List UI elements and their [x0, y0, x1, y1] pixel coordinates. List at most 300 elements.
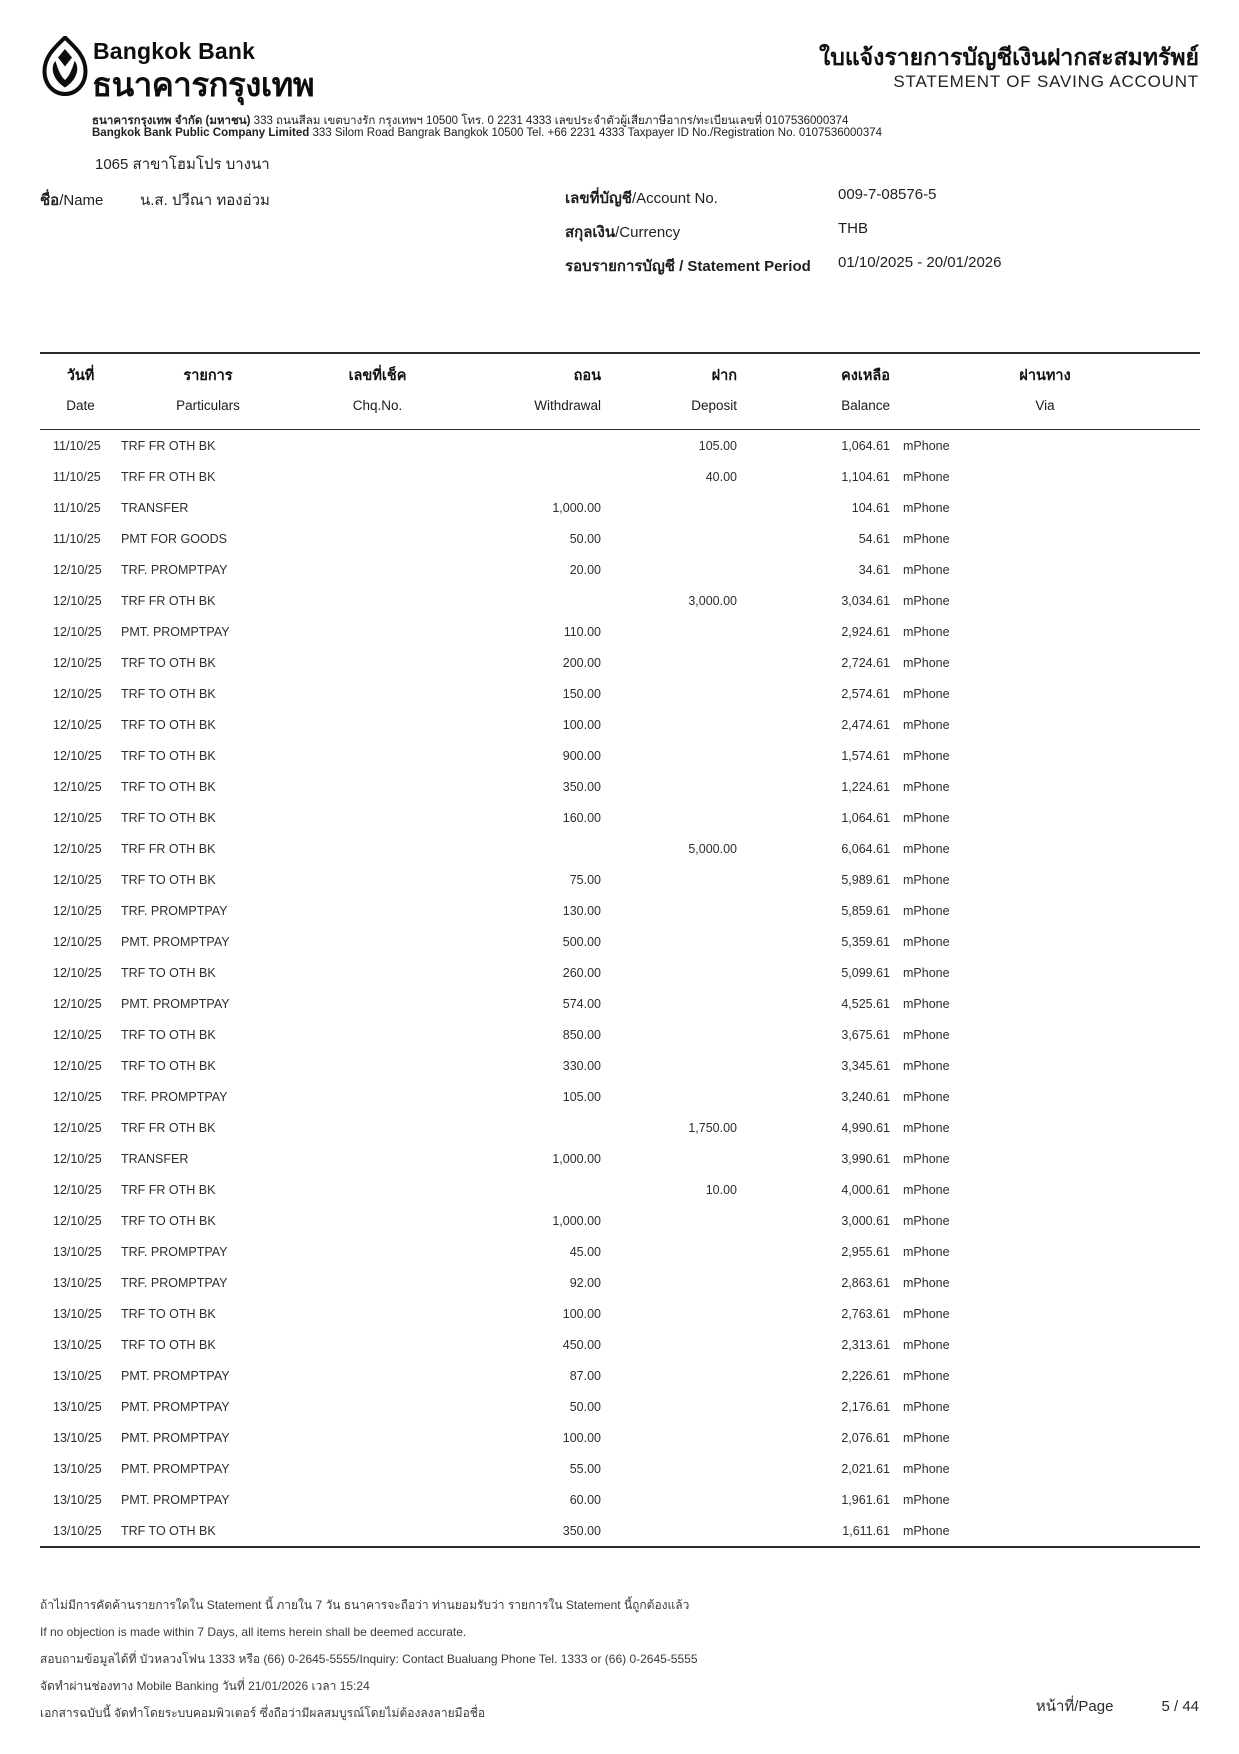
transaction-row	[40, 554, 1200, 585]
cell-withdrawal: 60.00	[569, 1492, 601, 1507]
cell-deposit	[601, 926, 737, 957]
cell-chq-no	[295, 709, 460, 740]
cell-date: 13/10/25	[53, 1244, 102, 1259]
transaction-row	[40, 1422, 1200, 1453]
cell-balance: 1,104.61	[841, 469, 890, 484]
bank-address-th-rest: 333 ถนนสีลม เขตบางรัก กรุงเทพฯ 10500 โทร. 0 2231 4333 เลขประจำตัวผู้เสียภาษีอากร/ทะเบียนเลขที่ 0107536000374	[250, 115, 849, 127]
page-number	[1036, 1694, 1199, 1718]
cell-via: mPhone	[903, 748, 950, 763]
cell-chq-no	[295, 492, 460, 523]
cell-balance: 1,961.61	[841, 1492, 890, 1507]
cell-deposit: 40.00	[705, 469, 737, 484]
cell-deposit: 105.00	[698, 438, 737, 453]
cell-via: mPhone	[903, 810, 950, 825]
cell-balance: 4,525.61	[841, 996, 890, 1011]
cell-particulars: TRF TO OTH BK	[121, 1337, 216, 1352]
cell-particulars: TRF TO OTH BK	[121, 1213, 216, 1228]
cell-balance: 4,000.61	[841, 1182, 890, 1197]
cell-via: mPhone	[903, 500, 950, 515]
cell-chq-no	[295, 461, 460, 492]
transaction-row	[40, 833, 1200, 864]
name-label: ชื่อ/Name	[40, 192, 104, 209]
cell-via: mPhone	[903, 624, 950, 639]
cell-deposit	[601, 740, 737, 771]
bank-address-en-rest: 333 Silom Road Bangrak Bangkok 10500 Tel. +66 2231 4333 Taxpayer ID No./Registration No. 0107536000374	[309, 127, 883, 139]
currency-label: สกุลเงิน/Currency	[565, 224, 681, 241]
cell-particulars: PMT. PROMPTPAY	[121, 934, 230, 949]
cell-chq-no	[295, 1360, 460, 1391]
transaction-row	[40, 1267, 1200, 1298]
currency-value: THB	[838, 220, 868, 237]
cell-withdrawal: 1,000.00	[552, 1213, 601, 1228]
transaction-row	[40, 647, 1200, 678]
transaction-row	[40, 430, 1200, 462]
cell-particulars: TRF FR OTH BK	[121, 593, 216, 608]
header-chqno-en: Chq.No.	[352, 398, 403, 413]
footer-note-computer-generated: เอกสารฉบับนี้ จัดทำโดยระบบคอมพิวเตอร์ ซึ่งถือว่ามีผลสมบูรณ์โดยไม่ต้องลงลายมือชื่อ	[40, 1706, 486, 1720]
transaction-row	[40, 1081, 1200, 1112]
cell-particulars: PMT. PROMPTPAY	[121, 996, 230, 1011]
cell-chq-no	[295, 585, 460, 616]
header-withdrawal-en: Withdrawal	[534, 398, 601, 413]
cell-date: 12/10/25	[53, 717, 102, 732]
cell-balance: 4,990.61	[841, 1120, 890, 1135]
cell-via: mPhone	[903, 872, 950, 887]
cell-date: 11/10/25	[53, 469, 101, 484]
cell-balance: 1,611.61	[842, 1523, 890, 1538]
cell-balance: 2,021.61	[841, 1461, 890, 1476]
cell-withdrawal: 100.00	[562, 717, 601, 732]
cell-date: 13/10/25	[53, 1368, 102, 1383]
cell-via: mPhone	[903, 841, 950, 856]
cell-date: 12/10/25	[53, 562, 102, 577]
cell-date: 12/10/25	[53, 779, 102, 794]
bank-name-en: Bangkok Bank	[93, 38, 256, 64]
cell-withdrawal: 100.00	[562, 1430, 601, 1445]
cell-withdrawal: 92.00	[569, 1275, 601, 1290]
cell-balance: 2,474.61	[841, 717, 890, 732]
cell-date: 12/10/25	[53, 841, 102, 856]
header-balance-en: Balance	[841, 398, 890, 413]
header-particulars-th: รายการ	[183, 368, 233, 384]
statement-period-label: รอบรายการบัญชี / Statement Period	[565, 258, 811, 275]
transaction-row	[40, 1236, 1200, 1267]
header-withdrawal-th: ถอน	[573, 368, 601, 384]
cell-chq-no	[295, 1236, 460, 1267]
page-number-value: 5 / 44	[1161, 1698, 1199, 1715]
cell-particulars: TRF. PROMPTPAY	[121, 1244, 228, 1259]
cell-deposit	[601, 492, 737, 523]
cell-particulars: TRF FR OTH BK	[121, 469, 216, 484]
cell-withdrawal: 1,000.00	[552, 500, 601, 515]
cell-date: 13/10/25	[53, 1399, 102, 1414]
cell-chq-no	[295, 864, 460, 895]
transaction-row	[40, 988, 1200, 1019]
cell-balance: 3,240.61	[841, 1089, 890, 1104]
cell-chq-no	[295, 895, 460, 926]
header-particulars-en: Particulars	[176, 398, 240, 413]
cell-withdrawal: 900.00	[562, 748, 601, 763]
cell-deposit	[601, 864, 737, 895]
cell-chq-no	[295, 802, 460, 833]
cell-chq-no	[295, 616, 460, 647]
cell-date: 13/10/25	[53, 1337, 102, 1352]
cell-deposit	[601, 523, 737, 554]
transaction-row	[40, 1112, 1200, 1143]
cell-via: mPhone	[903, 1368, 950, 1383]
cell-chq-no	[295, 678, 460, 709]
cell-withdrawal: 87.00	[569, 1368, 601, 1383]
cell-date: 12/10/25	[53, 1027, 102, 1042]
cell-withdrawal	[460, 1112, 601, 1143]
cell-via: mPhone	[903, 1058, 950, 1073]
cell-withdrawal: 330.00	[562, 1058, 601, 1073]
cell-via: mPhone	[903, 1430, 950, 1445]
cell-deposit	[601, 1019, 737, 1050]
cell-particulars: TRF TO OTH BK	[121, 872, 216, 887]
cell-chq-no	[295, 1019, 460, 1050]
cell-via: mPhone	[903, 1275, 950, 1290]
cell-deposit	[601, 988, 737, 1019]
cell-particulars: TRF TO OTH BK	[121, 1523, 216, 1538]
cell-via: mPhone	[903, 686, 950, 701]
cell-chq-no	[295, 1515, 460, 1547]
bank-legal-name-th: ธนาคารกรุงเทพ จำกัด (มหาชน)	[92, 115, 251, 127]
transaction-row	[40, 616, 1200, 647]
cell-date: 13/10/25	[53, 1461, 102, 1476]
cell-chq-no	[295, 1267, 460, 1298]
cell-balance: 2,955.61	[841, 1244, 890, 1259]
cell-particulars: TRF TO OTH BK	[121, 1027, 216, 1042]
cell-deposit	[601, 895, 737, 926]
cell-via: mPhone	[903, 1089, 950, 1104]
cell-withdrawal: 130.00	[562, 903, 601, 918]
cell-particulars: TRF TO OTH BK	[121, 717, 216, 732]
cell-date: 13/10/25	[53, 1430, 102, 1445]
cell-via: mPhone	[903, 996, 950, 1011]
cell-balance: 5,359.61	[841, 934, 890, 949]
cell-withdrawal: 100.00	[562, 1306, 601, 1321]
header-date-th: วันที่	[66, 368, 95, 384]
cell-via: mPhone	[903, 1151, 950, 1166]
cell-withdrawal: 50.00	[569, 531, 601, 546]
cell-balance: 2,176.61	[841, 1399, 890, 1414]
transactions-body	[40, 430, 1200, 1548]
cell-withdrawal: 20.00	[569, 562, 601, 577]
cell-deposit	[601, 802, 737, 833]
cell-withdrawal: 350.00	[562, 1523, 601, 1538]
cell-date: 12/10/25	[53, 1151, 102, 1166]
transaction-row	[40, 1019, 1200, 1050]
cell-withdrawal: 500.00	[562, 934, 601, 949]
cell-via: mPhone	[903, 593, 950, 608]
transaction-row	[40, 709, 1200, 740]
account-no-value: 009-7-08576-5	[838, 186, 937, 203]
cell-particulars: TRANSFER	[121, 1151, 189, 1166]
transaction-row	[40, 1391, 1200, 1422]
cell-balance: 5,989.61	[841, 872, 890, 887]
cell-particulars: TRF FR OTH BK	[121, 1182, 216, 1197]
transaction-row	[40, 1360, 1200, 1391]
cell-balance: 2,226.61	[841, 1368, 890, 1383]
cell-withdrawal: 55.00	[569, 1461, 601, 1476]
cell-balance: 2,863.61	[841, 1275, 890, 1290]
cell-date: 12/10/25	[53, 1182, 102, 1197]
cell-deposit	[601, 616, 737, 647]
statement-period-value: 01/10/2025 - 20/01/2026	[838, 254, 1002, 271]
cell-withdrawal	[460, 585, 601, 616]
transaction-row	[40, 802, 1200, 833]
cell-via: mPhone	[903, 1399, 950, 1414]
transaction-row	[40, 771, 1200, 802]
transaction-row	[40, 1174, 1200, 1205]
cell-deposit	[601, 1484, 737, 1515]
footer-note-objection-th: ถ้าไม่มีการคัดค้านรายการใดใน Statement นี้ ภายใน 7 วัน ธนาคารจะถือว่า ท่านยอมรับว่า รายการใน Statement นี้ถูกต้องแล้ว	[40, 1598, 690, 1612]
transaction-row	[40, 895, 1200, 926]
cell-chq-no	[295, 1329, 460, 1360]
cell-date: 12/10/25	[53, 903, 102, 918]
cell-chq-no	[295, 1484, 460, 1515]
cell-via: mPhone	[903, 934, 950, 949]
cell-date: 12/10/25	[53, 810, 102, 825]
cell-deposit	[601, 1081, 737, 1112]
cell-date: 12/10/25	[53, 996, 102, 1011]
cell-balance: 3,000.61	[841, 1213, 890, 1228]
cell-deposit: 10.00	[705, 1182, 737, 1197]
header-via-th: ผ่านทาง	[1019, 368, 1071, 384]
transaction-row	[40, 1143, 1200, 1174]
cell-via: mPhone	[903, 438, 950, 453]
cell-balance: 5,099.61	[841, 965, 890, 980]
cell-particulars: TRF TO OTH BK	[121, 965, 216, 980]
account-no-label: เลขที่บัญชี/Account No.	[565, 190, 718, 207]
cell-date: 12/10/25	[53, 872, 102, 887]
cell-balance: 2,924.61	[841, 624, 890, 639]
cell-particulars: TRF TO OTH BK	[121, 1306, 216, 1321]
transaction-row	[40, 585, 1200, 616]
header-date-en: Date	[66, 398, 95, 413]
cell-date: 12/10/25	[53, 686, 102, 701]
cell-chq-no	[295, 771, 460, 802]
document-title-en: STATEMENT OF SAVING ACCOUNT	[893, 72, 1199, 91]
cell-deposit	[601, 1143, 737, 1174]
cell-withdrawal: 160.00	[562, 810, 601, 825]
cell-withdrawal: 110.00	[563, 624, 601, 639]
cell-via: mPhone	[903, 562, 950, 577]
cell-particulars: PMT FOR GOODS	[121, 531, 228, 546]
transaction-row	[40, 492, 1200, 523]
cell-chq-no	[295, 1422, 460, 1453]
transaction-row	[40, 1298, 1200, 1329]
cell-date: 12/10/25	[53, 1058, 102, 1073]
cell-balance: 3,034.61	[841, 593, 890, 608]
cell-withdrawal: 850.00	[562, 1027, 601, 1042]
cell-withdrawal	[460, 1174, 601, 1205]
cell-particulars: PMT. PROMPTPAY	[121, 1399, 230, 1414]
cell-via: mPhone	[903, 1213, 950, 1228]
cell-withdrawal: 574.00	[562, 996, 601, 1011]
cell-date: 13/10/25	[53, 1275, 102, 1290]
cell-particulars: PMT. PROMPTPAY	[121, 1461, 230, 1476]
cell-deposit: 5,000.00	[688, 841, 737, 856]
cell-date: 11/10/25	[53, 531, 101, 546]
cell-withdrawal: 45.00	[569, 1244, 601, 1259]
cell-deposit	[601, 1360, 737, 1391]
transaction-row	[40, 523, 1200, 554]
cell-deposit	[601, 1298, 737, 1329]
cell-withdrawal: 75.00	[569, 872, 601, 887]
cell-deposit	[601, 1267, 737, 1298]
cell-balance: 2,076.61	[841, 1430, 890, 1445]
document-title-th: ใบแจ้งรายการบัญชีเงินฝากสะสมทรัพย์	[819, 44, 1199, 70]
cell-via: mPhone	[903, 1337, 950, 1352]
cell-particulars: PMT. PROMPTPAY	[121, 624, 230, 639]
cell-particulars: TRF TO OTH BK	[121, 748, 216, 763]
cell-withdrawal: 105.00	[562, 1089, 601, 1104]
cell-via: mPhone	[903, 1523, 950, 1538]
footer-notes	[40, 1592, 698, 1727]
footer-note-channel: จัดทำผ่านช่องทาง Mobile Banking วันที่ 21/01/2026 เวลา 15:24	[40, 1679, 370, 1693]
cell-date: 12/10/25	[53, 1213, 102, 1228]
cell-chq-no	[295, 988, 460, 1019]
transaction-row	[40, 1050, 1200, 1081]
cell-particulars: TRF FR OTH BK	[121, 438, 216, 453]
cell-withdrawal	[460, 833, 601, 864]
cell-deposit	[601, 647, 737, 678]
cell-date: 11/10/25	[53, 500, 101, 515]
cell-date: 13/10/25	[53, 1492, 102, 1507]
transaction-row	[40, 1515, 1200, 1547]
cell-deposit	[601, 1391, 737, 1422]
cell-chq-no	[295, 1143, 460, 1174]
cell-particulars: TRF. PROMPTPAY	[121, 1275, 228, 1290]
cell-chq-no	[295, 833, 460, 864]
cell-balance: 6,064.61	[841, 841, 890, 856]
cell-balance: 3,345.61	[841, 1058, 890, 1073]
header-deposit-en: Deposit	[691, 398, 737, 413]
cell-date: 12/10/25	[53, 748, 102, 763]
page-number-label: หน้าที่/Page	[1035, 1698, 1114, 1715]
cell-deposit	[601, 709, 737, 740]
cell-balance: 34.61	[858, 562, 890, 577]
cell-particulars: TRF. PROMPTPAY	[121, 903, 228, 918]
bank-legal-name-en: Bangkok Bank Public Company Limited	[92, 127, 310, 139]
cell-deposit	[601, 957, 737, 988]
cell-balance: 5,859.61	[841, 903, 890, 918]
cell-withdrawal: 200.00	[562, 655, 601, 670]
transactions-table	[40, 352, 1200, 1548]
cell-balance: 1,064.61	[841, 438, 890, 453]
cell-particulars: TRF FR OTH BK	[121, 841, 216, 856]
cell-deposit	[601, 554, 737, 585]
cell-balance: 1,574.61	[841, 748, 890, 763]
table-header	[40, 353, 1200, 430]
cell-via: mPhone	[903, 1244, 950, 1259]
bank-name-th: ธนาคารกรุงเทพ	[92, 66, 315, 103]
cell-balance: 104.61	[851, 500, 890, 515]
footer-note-inquiry: สอบถามข้อมูลได้ที่ บัวหลวงโฟน 1333 หรือ (66) 0-2645-5555/Inquiry: Contact Bualuang Phone Tel. 1333 or (66) 0-2645-5555	[40, 1652, 698, 1666]
cell-chq-no	[295, 430, 460, 462]
cell-withdrawal	[460, 461, 601, 492]
cell-deposit	[601, 1453, 737, 1484]
cell-balance: 1,064.61	[841, 810, 890, 825]
cell-deposit: 3,000.00	[688, 593, 737, 608]
cell-chq-no	[295, 647, 460, 678]
cell-balance: 2,724.61	[841, 655, 890, 670]
transaction-row	[40, 926, 1200, 957]
cell-date: 13/10/25	[53, 1523, 102, 1538]
cell-via: mPhone	[903, 903, 950, 918]
branch-name: 1065 สาขาโฮมโปร บางนา	[95, 156, 270, 173]
cell-withdrawal	[460, 430, 601, 462]
cell-particulars: TRF. PROMPTPAY	[121, 562, 228, 577]
cell-balance: 1,224.61	[841, 779, 890, 794]
cell-via: mPhone	[903, 779, 950, 794]
cell-particulars: TRF TO OTH BK	[121, 655, 216, 670]
cell-particulars: PMT. PROMPTPAY	[121, 1368, 230, 1383]
footer-note-objection-en: If no objection is made within 7 Days, all items herein shall be deemed accurate.	[40, 1625, 467, 1639]
cell-particulars: TRF TO OTH BK	[121, 810, 216, 825]
cell-date: 12/10/25	[53, 593, 102, 608]
cell-withdrawal: 260.00	[562, 965, 601, 980]
cell-withdrawal: 350.00	[562, 779, 601, 794]
cell-via: mPhone	[903, 469, 950, 484]
cell-deposit: 1,750.00	[688, 1120, 737, 1135]
cell-balance: 54.61	[858, 531, 890, 546]
header-via-en: Via	[1035, 398, 1055, 413]
cell-chq-no	[295, 1174, 460, 1205]
cell-withdrawal: 1,000.00	[552, 1151, 601, 1166]
cell-chq-no	[295, 957, 460, 988]
cell-date: 12/10/25	[53, 655, 102, 670]
cell-particulars: TRANSFER	[121, 500, 189, 515]
cell-withdrawal: 450.00	[562, 1337, 601, 1352]
cell-deposit	[601, 678, 737, 709]
cell-deposit	[601, 1329, 737, 1360]
transaction-row	[40, 1205, 1200, 1236]
cell-particulars: TRF TO OTH BK	[121, 686, 216, 701]
cell-chq-no	[295, 554, 460, 585]
cell-deposit	[601, 1515, 737, 1547]
cell-via: mPhone	[903, 1182, 950, 1197]
cell-via: mPhone	[903, 1306, 950, 1321]
cell-particulars: PMT. PROMPTPAY	[121, 1430, 230, 1445]
cell-via: mPhone	[903, 655, 950, 670]
cell-date: 12/10/25	[53, 624, 102, 639]
header-chqno-th: เลขที่เช็ค	[348, 368, 407, 384]
cell-date: 12/10/25	[53, 1120, 102, 1135]
transaction-row	[40, 864, 1200, 895]
cell-chq-no	[295, 1453, 460, 1484]
cell-via: mPhone	[903, 1492, 950, 1507]
cell-chq-no	[295, 1112, 460, 1143]
cell-deposit	[601, 771, 737, 802]
cell-withdrawal: 50.00	[569, 1399, 601, 1414]
transaction-row	[40, 678, 1200, 709]
cell-deposit	[601, 1422, 737, 1453]
transaction-row	[40, 1453, 1200, 1484]
cell-date: 11/10/25	[53, 438, 101, 453]
cell-balance: 2,313.61	[841, 1337, 890, 1352]
cell-via: mPhone	[903, 1461, 950, 1476]
cell-via: mPhone	[903, 1027, 950, 1042]
cell-chq-no	[295, 1081, 460, 1112]
cell-particulars: TRF TO OTH BK	[121, 1058, 216, 1073]
bangkok-bank-lotus-icon	[40, 36, 90, 96]
customer-name: น.ส. ปวีณา ทองอ่วม	[140, 192, 270, 209]
header-balance-th: คงเหลือ	[841, 368, 890, 384]
transaction-row	[40, 740, 1200, 771]
